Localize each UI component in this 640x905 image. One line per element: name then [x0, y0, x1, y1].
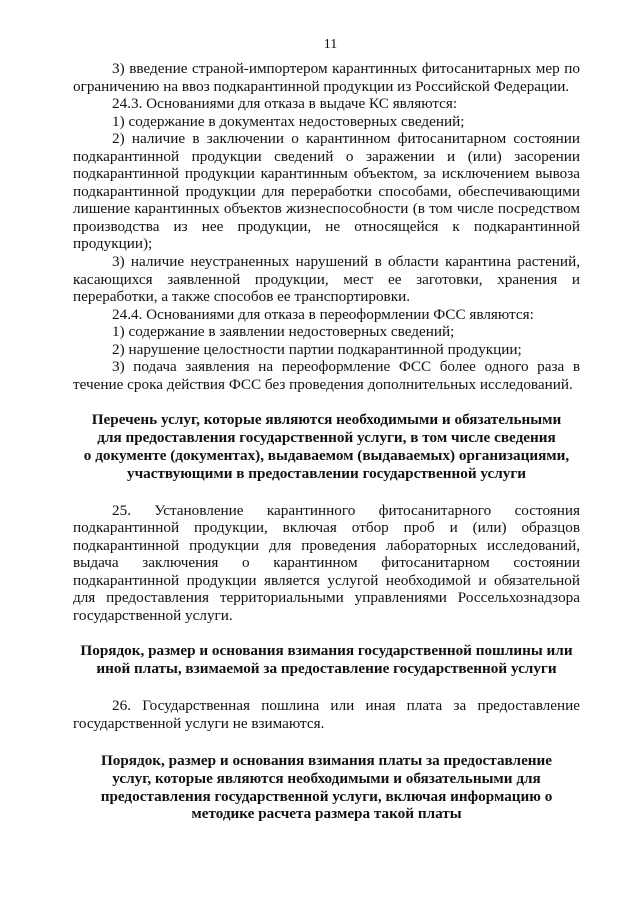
- heading-line: Порядок, размер и основания взимания государственной пошлины или: [80, 642, 573, 660]
- paragraph-24-3-item-1: 1) содержание в документах недостоверных сведений;: [112, 112, 465, 130]
- heading-line: предоставления государственной услуги, включая информацию о: [100, 787, 553, 805]
- heading-line: Перечень услуг, которые являются необходимыми и обязательными: [91, 411, 562, 429]
- heading-line: услуг, которые являются необходимыми и обязательными для: [112, 769, 541, 787]
- paragraph-24-4-item-1: 1) содержание в заявлении недостоверных сведений;: [112, 323, 455, 341]
- paragraph-24-3-item-2: 2) наличие в заключении о карантинном фитосанитарном состоянии подкарантинной продукции сведений о заражении и (или) засорении подкарантинной продукции карантинным объектом, за исключением вывоза подкарантинной продукции для переработки способами, обеспечивающими лишение карантинных объектов жизнеспособности (в том числе посредством производства из нее продукции, не относящейся к подкарантинной продукции);: [73, 130, 580, 253]
- paragraph-24-3: 24.3. Основаниями для отказа в выдаче КС являются:: [112, 95, 458, 113]
- heading-line: участвующими в предоставлении государственной услуги: [126, 464, 527, 482]
- heading-line: Порядок, размер и основания взимания платы за предоставление: [100, 752, 553, 770]
- section-heading-services-list: [73, 411, 580, 482]
- paragraph-24-3-item-3: 3) наличие неустраненных нарушений в области карантина растений, касающихся заявленной продукции, мест ее заготовки, хранения и переработки, а также способов ее транспортировки.: [73, 253, 580, 306]
- paragraph-24-4: 24.4. Основаниями для отказа в переоформлении ФСС являются:: [112, 305, 534, 323]
- paragraph-26: 26. Государственная пошлина или иная плата за предоставление государственной услуги не взимаются.: [73, 697, 580, 732]
- heading-line: иной платы, взимаемой за предоставление государственной услуги: [96, 660, 557, 678]
- paragraph-item-3-import-measures: 3) введение страной-импортером карантинных фитосанитарных мер по ограничению на ввоз подкарантинной продукции из Российской Федерации.: [73, 60, 580, 95]
- heading-line: о документе (документах), выдаваемом (выдаваемых) организациями,: [83, 446, 570, 464]
- paragraph-24-4-item-2: 2) нарушение целостности партии подкарантинной продукции;: [112, 340, 522, 358]
- heading-line: методике расчета размера такой платы: [191, 805, 462, 823]
- section-heading-state-fee: [73, 642, 580, 678]
- heading-line: для предоставления государственной услуги, в том числе сведения: [97, 429, 556, 447]
- paragraph-25: 25. Установление карантинного фитосанитарного состояния подкарантинной продукции, включая отбор проб и (или) образцов подкарантинной продукции для проведения лабораторных исследований, выдача заключения о карантинном фитосанитарном состоянии подкарантинной продукции является услугой необходимой и обязательной для предоставления территориальными управлениями Россельхознадзора государственной услуги.: [73, 501, 580, 624]
- page-number: 11: [323, 37, 338, 52]
- section-heading-fee-for-required-services: [73, 752, 580, 823]
- paragraph-24-4-item-3: 3) подача заявления на переоформление ФСС более одного раза в течение срока действия ФСС без проведения дополнительных исследований.: [73, 358, 580, 393]
